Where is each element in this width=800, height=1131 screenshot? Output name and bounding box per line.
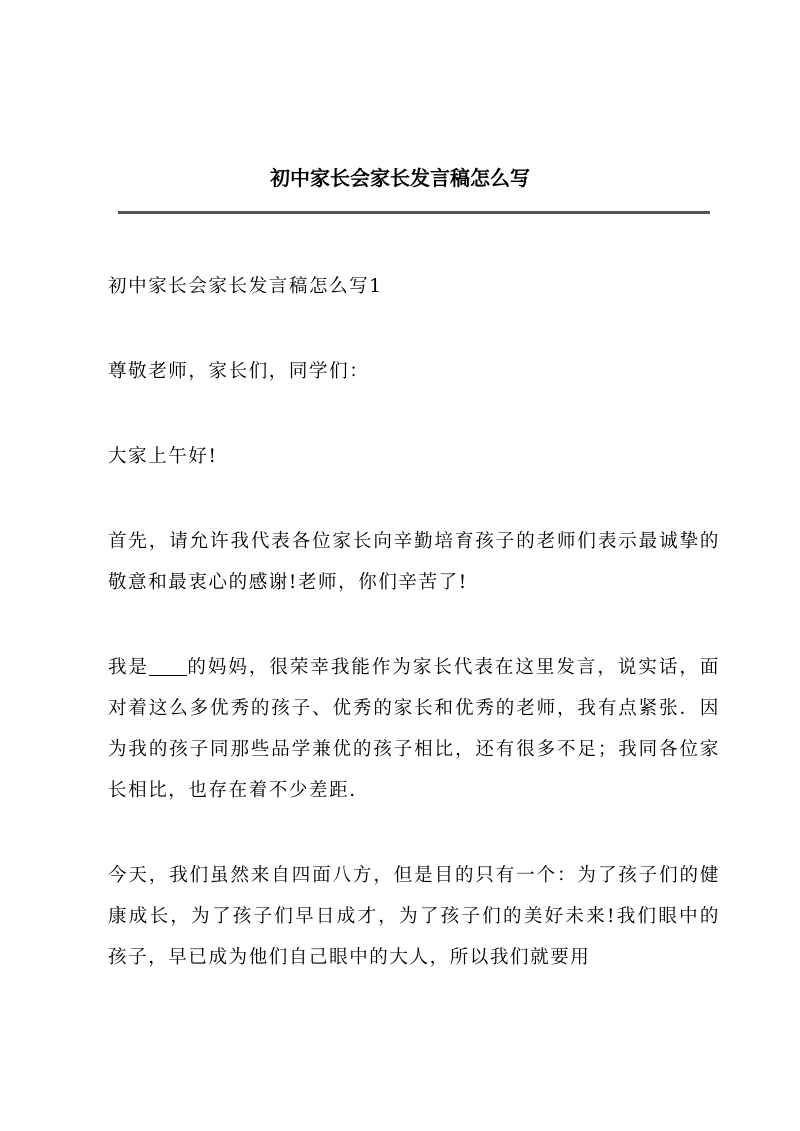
intro-text-before: 我是 [108,657,149,678]
title-divider [118,211,710,214]
paragraph-thanks: 首先，请允许我代表各位家长向辛勤培育孩子的老师们表示最诚挚的敬意和最衷心的感谢!老师，你们辛苦了! [108,531,720,593]
document-body [108,266,720,1022]
document-title: 初中家长会家长发言稿怎么写 [270,166,530,190]
intro-text-after: 的妈妈，很荣幸我能作为家长代表在这里发言，说实话，面对着这么多优秀的孩子、优秀的家长和优秀的老师，我有点紧张．因为我的孩子同那些品学兼优的孩子相比，还有很多不足；我同各位家长相比，也存在着不少差距. [108,657,720,801]
name-blank [149,657,187,677]
paragraph-introduction [108,647,720,811]
paragraph-purpose: 今天，我们虽然来自四面八方，但是目的只有一个：为了孩子们的健康成长，为了孩子们早日成才，为了孩子们的美好未来!我们眼中的孩子，早已成为他们自己眼中的大人，所以我们就要用 [108,865,720,968]
greeting: 大家上午好! [108,446,218,467]
salutation: 尊敬老师，家长们，同学们： [108,361,370,382]
section-heading: 初中家长会家长发言稿怎么写1 [108,276,383,297]
